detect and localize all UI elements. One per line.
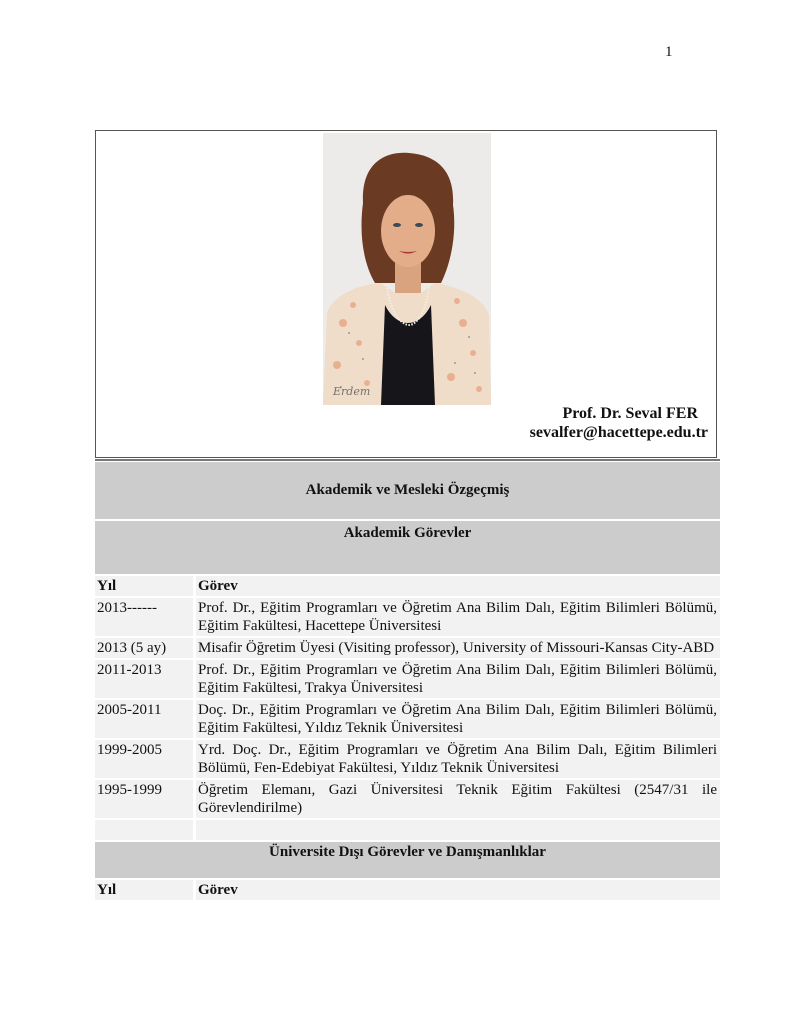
- profile-box: [95, 130, 717, 458]
- main-section-title: Akademik ve Mesleki Özgeçmiş: [95, 462, 720, 521]
- table-row: [95, 638, 720, 660]
- column-header-duty: Görev: [196, 880, 720, 902]
- column-header-year: Yıl: [95, 576, 196, 598]
- table-header-row: [95, 576, 720, 598]
- academic-section-title: Akademik Görevler: [95, 521, 720, 576]
- row-duty: Misafir Öğretim Üyesi (Visiting professor), University of Missouri-Kansas City-ABD: [196, 638, 720, 660]
- table-row: [95, 740, 720, 780]
- row-duty: Prof. Dr., Eğitim Programları ve Öğretim Ana Bilim Dalı, Eğitim Bilimleri Bölümü, Eğitim Fakültesi, Trakya Üniversitesi: [196, 660, 720, 700]
- empty-row: [95, 820, 720, 842]
- external-section-title: Üniversite Dışı Görevler ve Danışmanlıklar: [95, 842, 720, 880]
- table-row: [95, 700, 720, 740]
- empty-cell: [95, 820, 196, 842]
- column-header-duty: Görev: [196, 576, 720, 598]
- table-row: [95, 660, 720, 700]
- column-header-year: Yıl: [95, 880, 196, 902]
- row-year: 2013------: [95, 598, 196, 638]
- row-duty: Doç. Dr., Eğitim Programları ve Öğretim Ana Bilim Dalı, Eğitim Bilimleri Bölümü, Eğitim Fakültesi, Yıldız Teknik Üniversitesi: [196, 700, 720, 740]
- svg-text:Erdem: Erdem: [333, 385, 371, 398]
- row-year: 1995-1999: [95, 780, 196, 820]
- profile-name: Prof. Dr. Seval FER: [562, 405, 698, 422]
- profile-photo: [323, 133, 491, 405]
- row-year: 2013 (5 ay): [95, 638, 196, 660]
- page-number: 1: [665, 44, 673, 60]
- row-duty: Öğretim Elemanı, Gazi Üniversitesi Teknik Eğitim Fakültesi (2547/31 ile Görevlendirilme): [196, 780, 720, 820]
- row-duty: Yrd. Doç. Dr., Eğitim Programları ve Öğretim Ana Bilim Dalı, Eğitim Bilimleri Bölümü, Fen-Edebiyat Fakültesi, Yıldız Teknik Üniversitesi: [196, 740, 720, 780]
- profile-email[interactable]: sevalfer@hacettepe.edu.tr: [529, 424, 708, 441]
- row-year: 1999-2005: [95, 740, 196, 780]
- empty-cell: [196, 820, 720, 842]
- table-row: [95, 780, 720, 820]
- row-duty: Prof. Dr., Eğitim Programları ve Öğretim Ana Bilim Dalı, Eğitim Bilimleri Bölümü, Eğitim Fakültesi, Hacettepe Üniversitesi: [196, 598, 720, 638]
- table-row: [95, 598, 720, 638]
- table-header-row: [95, 880, 720, 902]
- row-year: 2011-2013: [95, 660, 196, 700]
- row-year: 2005-2011: [95, 700, 196, 740]
- divider: [95, 459, 720, 461]
- cv-table: [95, 462, 720, 902]
- portrait-illustration: [323, 133, 491, 405]
